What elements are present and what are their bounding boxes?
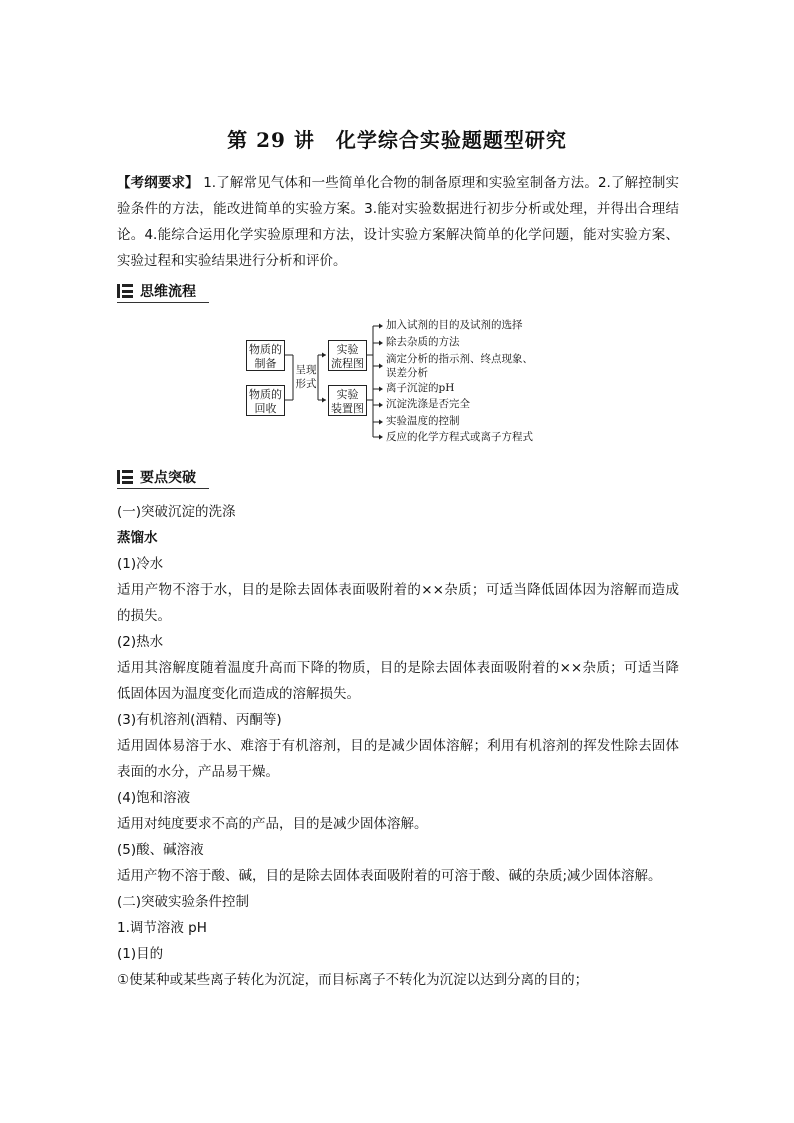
section-marker-icon bbox=[117, 284, 133, 298]
flow-item: 离子沉淀的pH bbox=[386, 382, 455, 394]
flow-item: 沉淀洗涤是否完全 bbox=[386, 398, 470, 410]
heading-washing: (一)突破沉淀的洗涤 bbox=[117, 504, 236, 520]
label-text: 呈现 bbox=[295, 364, 317, 376]
presentation-form-label bbox=[294, 362, 318, 392]
section-title: 思维流程 bbox=[140, 284, 196, 300]
section-header-key-points bbox=[117, 466, 209, 489]
box-text: 制备 bbox=[254, 357, 277, 370]
section-marker-icon bbox=[117, 470, 133, 484]
flow-item: 加入试剂的目的及试剂的选择 bbox=[386, 319, 523, 331]
box-preparation bbox=[246, 340, 285, 371]
label-text: 形式 bbox=[295, 378, 317, 390]
item-acid-base-solution: (5)酸、碱溶液 bbox=[117, 842, 204, 858]
box-text: 装置图 bbox=[331, 402, 364, 415]
flow-item: 除去杂质的方法 bbox=[386, 336, 460, 348]
syllabus-tag: 【考纲要求】 bbox=[117, 175, 199, 191]
syllabus-text: 1.了解常见气体和一些简单化合物的制备原理和实验室制备方法。2.了解控制实验条件的方法，能改进简单的实验方案。3.能对实验数据进行初步分析或处理，并得出合理结论。4.能综合运用化学实验原理和方法，设计实验方案解决简单的化学问题，能对实验方案、实验过程和实验结果进行分析和评价。 bbox=[117, 175, 679, 269]
flow-item: 实验温度的控制 bbox=[386, 415, 460, 427]
item-cold-water: (1)冷水 bbox=[117, 556, 164, 572]
item-hot-water: (2)热水 bbox=[117, 634, 164, 650]
paragraph: ①使某种或某些离子转化为沉淀，而目标离子不转化为沉淀以达到分离的目的； bbox=[117, 972, 589, 988]
main-content bbox=[117, 499, 679, 993]
box-recovery bbox=[246, 385, 285, 416]
flow-item: 反应的化学方程式或离子方程式 bbox=[386, 431, 533, 443]
page-title: 第 29 讲 化学综合实验题题型研究 bbox=[227, 128, 567, 152]
paragraph: 适用其溶解度随着温度升高而下降的物质，目的是除去固体表面吸附着的××杂质；可适当降低固体因为温度变化而造成的溶解损失。 bbox=[117, 660, 679, 702]
box-text: 物质的 bbox=[249, 388, 282, 401]
paragraph: 适用固体易溶于水、难溶于有机溶剂，目的是减少固体溶解；利用有机溶剂的挥发性除去固体表面的水分，产品易干燥。 bbox=[117, 738, 679, 780]
box-text: 流程图 bbox=[331, 357, 364, 370]
box-text: 实验 bbox=[336, 388, 359, 401]
section-title: 要点突破 bbox=[140, 470, 196, 486]
box-text: 回收 bbox=[254, 402, 277, 415]
box-text: 物质的 bbox=[249, 343, 282, 356]
paragraph: 适用产物不溶于酸、碱，目的是除去固体表面吸附着的可溶于酸、碱的杂质;减少固体溶解。 bbox=[117, 868, 662, 884]
paragraph: 适用产物不溶于水，目的是除去固体表面吸附着的××杂质；可适当降低固体因为溶解而造成的损失。 bbox=[117, 582, 679, 624]
box-text: 实验 bbox=[336, 343, 359, 356]
paragraph: 适用对纯度要求不高的产品，目的是减少固体溶解。 bbox=[117, 816, 428, 832]
item-purpose: (1)目的 bbox=[117, 946, 164, 962]
box-apparatus bbox=[328, 385, 367, 416]
heading-adjust-ph: 1.调节溶液 pH bbox=[117, 920, 207, 936]
item-saturated-solution: (4)饱和溶液 bbox=[117, 790, 191, 806]
flow-item: 滴定分析的指示剂、终点现象、 bbox=[386, 353, 533, 365]
box-flowchart bbox=[328, 340, 367, 371]
section-header-thinking-flow bbox=[117, 280, 209, 303]
item-organic-solvent: (3)有机溶剂(酒精、丙酮等) bbox=[117, 712, 282, 728]
syllabus-requirements bbox=[117, 170, 679, 274]
heading-conditions: (二)突破实验条件控制 bbox=[117, 894, 250, 910]
flow-item: 误差分析 bbox=[386, 367, 428, 379]
heading-distilled-water: 蒸馏水 bbox=[117, 530, 158, 546]
